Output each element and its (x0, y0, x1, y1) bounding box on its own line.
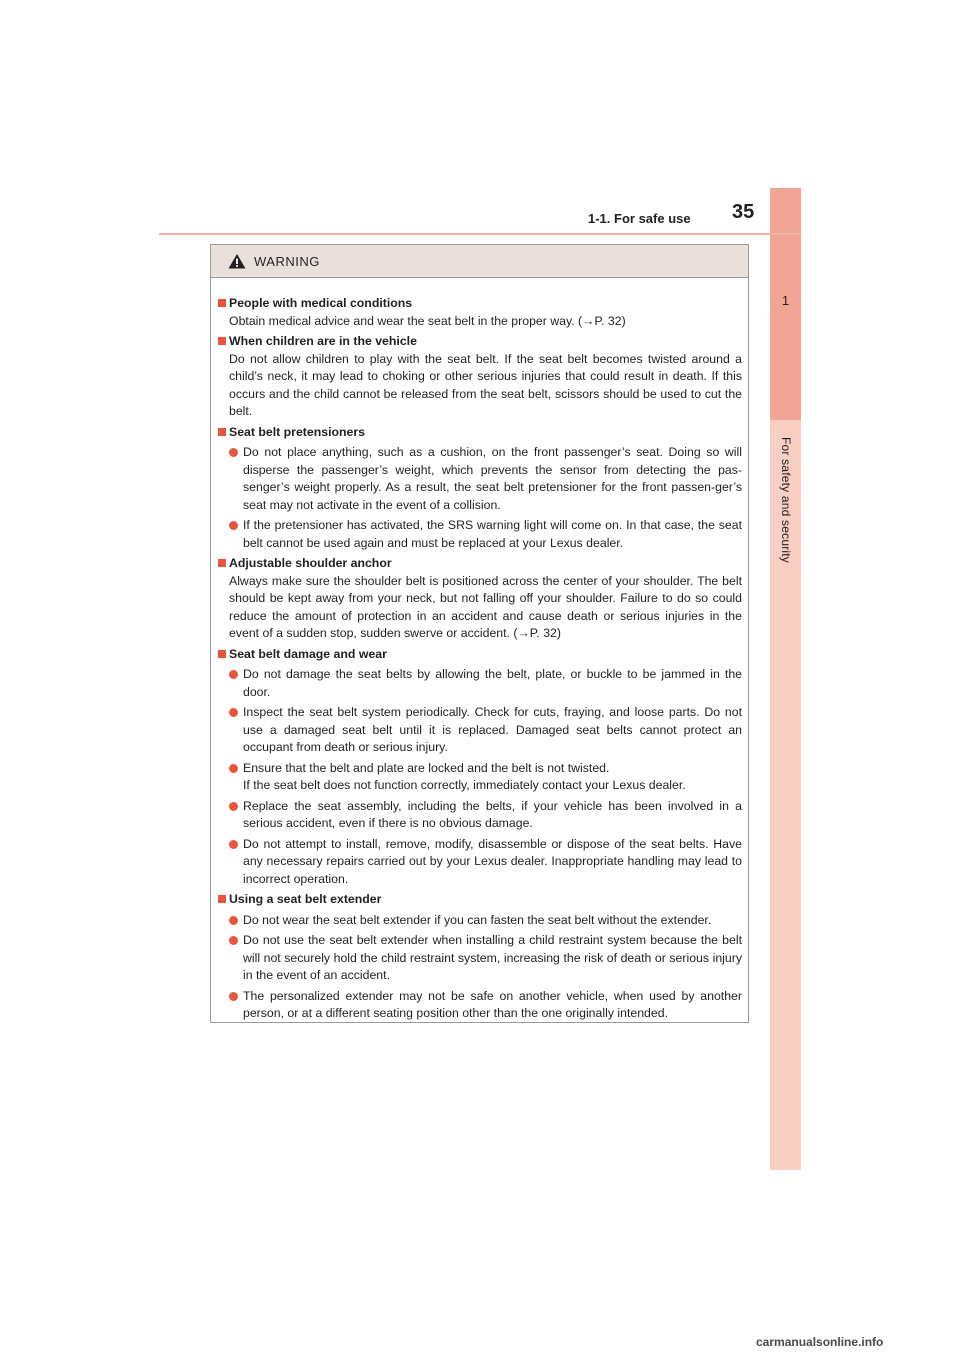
section-heading: Using a seat belt extender (218, 891, 742, 909)
header-divider (159, 233, 801, 235)
section-text: Always make sure the shoulder belt is positioned across the center of your shoulder. The belt should be kept away from your neck, but not falling off your shoulder. Failure to do so could reduce the amount of protection in an accident and cause death or serious injuries in the event of a sudden stop, sudden swerve or accident. (→P. 32) (229, 573, 742, 640)
bullet-item: Do not damage the seat belts by allowing the belt, plate, or buckle to be jammed in the door. (218, 666, 742, 701)
section-heading: Seat belt damage and wear (218, 646, 742, 664)
footer-watermark: carmanualsonline.info (756, 1335, 884, 1349)
bullet-item (218, 760, 742, 795)
warning-body (211, 278, 748, 1023)
warning-header (211, 245, 748, 278)
bullet-line: If the seat belt does not function correctly, immediately contact your Lexus dealer. (243, 778, 686, 792)
bullet-item: Inspect the seat belt system periodically. Check for cuts, fraying, and loose parts. Do not use a damaged seat belt until it is replaced. Damaged seat belts cannot protect an occupant from death or serious injury. (218, 704, 742, 757)
chapter-number: 1 (781, 293, 790, 308)
warning-section (218, 646, 742, 889)
section-heading: Adjustable shoulder anchor (218, 555, 742, 573)
chapter-label: For safety and security (779, 437, 793, 563)
page-number: 35 (732, 201, 755, 223)
section-heading: Seat belt pretensioners (218, 424, 742, 442)
warning-box (210, 244, 749, 1023)
chapter-number-tab[interactable] (770, 188, 801, 420)
section-title: 1-1. For safe use (588, 211, 691, 226)
warning-section (218, 295, 742, 330)
bullet-item: Replace the seat assembly, including the belts, if your vehicle has been involved in a serious accident, even if there is no obvious damage. (218, 798, 742, 833)
bullet-line: Ensure that the belt and plate are locked and the belt is not twisted. (243, 760, 610, 775)
section-text: Obtain medical advice and wear the seat belt in the proper way. (→P. 32) (229, 313, 626, 328)
section-heading: People with medical conditions (218, 295, 742, 313)
warning-section (218, 555, 742, 643)
bullet-item: Do not wear the seat belt extender if you can fasten the seat belt without the extender. (218, 912, 742, 930)
warning-section (218, 333, 742, 421)
warning-title: WARNING (254, 253, 320, 269)
bullet-item: Do not use the seat belt extender when installing a child restraint system because the belt will not securely hold the child restraint system, increasing the risk of death or serious injury in the event of an accident. (218, 932, 742, 985)
warning-section (218, 891, 742, 1023)
bullet-item: If the pretensioner has activated, the SRS warning light will come on. In that case, the seat belt cannot be used again and must be replaced at your Lexus dealer. (218, 517, 742, 552)
section-heading: When children are in the vehicle (218, 333, 742, 351)
section-text: Do not allow children to play with the seat belt. If the seat belt becomes twisted around a child’s neck, it may lead to choking or other serious injuries that could result in death. If this occurs and the child cannot be released from the seat belt, scissors should be used to cut the belt. (229, 351, 742, 418)
warning-section (218, 424, 742, 553)
bullet-item: Do not attempt to install, remove, modify, disassemble or dispose of the seat belts. Have any necessary repairs carried out by your Lexus dealer. Inappropriate handling may lead to incorrect operation. (218, 836, 742, 889)
warning-triangle-icon (228, 253, 246, 269)
bullet-item: Do not place anything, such as a cushion, on the front passenger’s seat. Doing so will disperse the passenger’s weight, which prevents the sensor from detecting the pas-senger’s weight properly. As a result, the seat belt pretensioner for the front passen-ger’s seat may not activate in the event of a collision. (218, 444, 742, 514)
bullet-item: The personalized extender may not be safe on another vehicle, when used by another person, or at a different seating position other than the one originally intended. (218, 988, 742, 1023)
